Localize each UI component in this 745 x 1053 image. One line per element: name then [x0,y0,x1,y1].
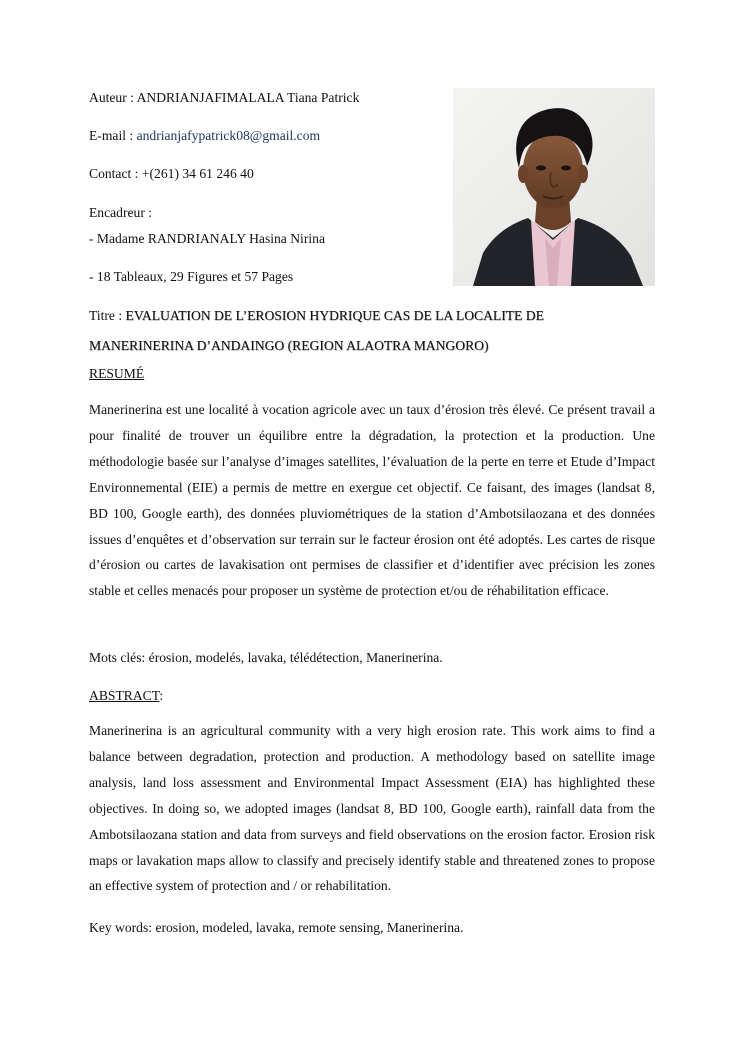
abstract-heading-line [89,687,163,705]
abstract-heading-colon: : [159,688,164,703]
author-line [89,89,359,107]
abstract-heading: ABSTRACT [89,688,160,703]
supervisor-label: Encadreur : [89,205,153,220]
contact-label: Contact : [89,166,142,181]
thesis-title-part-2: MANERINERINA D’ANDAINGO (REGION ALAOTRA MANGORO) [89,338,489,353]
contact-value: +(261) 34 61 246 40 [141,166,254,181]
email-link[interactable]: andrianjafypatrick08@gmail.com [136,128,321,143]
author-photo [453,88,655,286]
title-line-2 [89,337,488,355]
contact-line [89,165,254,183]
resume-body: Manerinerina est une localité à vocation agricole avec un taux d’érosion très élevé. Ce présent travail a pour finalité de trouver un équilibre entre la dégradation, la protection et la production. Une méthodologie basée sur l’analyse d’images satellites, l’évaluation de la perte en terre et Etude d’Impact Environnemental (EIE) a permis de mettre en exergue cet objectif. Ce faisant, des images (landsat 8, BD 100, Google earth), des données pluviométriques de la station d’Ambotsilaozana et des données issues d’enquêtes et d’observation sur terrain sur le facteur érosion ont été adoptés. Les cartes de risque d’érosion ou cartes de lavakisation ont permises de classifier et d’identifier avec précision les zones stable et celles menacés pour proposer un système de protection et/ou de réhabilitation efficace. [89,402,655,599]
title-label: Titre : [89,308,126,323]
author-name: ANDRIANJAFIMALALA Tiana Patrick [136,90,360,105]
resume-keywords: Mots clés: érosion, modelés, lavaka, télédétection, Manerinerina. [89,650,443,665]
email-line [89,127,320,145]
document-counts: - 18 Tableaux, 29 Figures et 57 Pages [89,269,294,284]
author-label: Auteur : [89,90,137,105]
resume-heading: RESUMÉ [89,366,145,381]
email-label: E-mail : [89,128,137,143]
thesis-title-part-1: EVALUATION DE L’EROSION HYDRIQUE CAS DE LA LOCALITE DE [125,308,544,323]
abstract-body: Manerinerina is an agricultural community with a very high erosion rate. This work aims to find a balance between degradation, protection and production. A methodology based on satellite image analysis, land loss assessment and Environmental Impact Assessment (EIA) has highlighted these objectives. In doing so, we adopted images (landsat 8, BD 100, Google earth), rainfall data from the Ambotsilaozana station and data from surveys and field observations on the erosion factor. Erosion risk maps or lavakation maps allow to classify and precisely identify stable and threatened zones to propose an effective system of protection and / or rehabilitation. [89,723,655,894]
title-line-1 [89,307,544,325]
abstract-keywords: Key words: erosion, modeled, lavaka, remote sensing, Manerinerina. [89,920,464,935]
supervisor-name: - Madame RANDRIANALY Hasina Nirina [89,231,325,246]
